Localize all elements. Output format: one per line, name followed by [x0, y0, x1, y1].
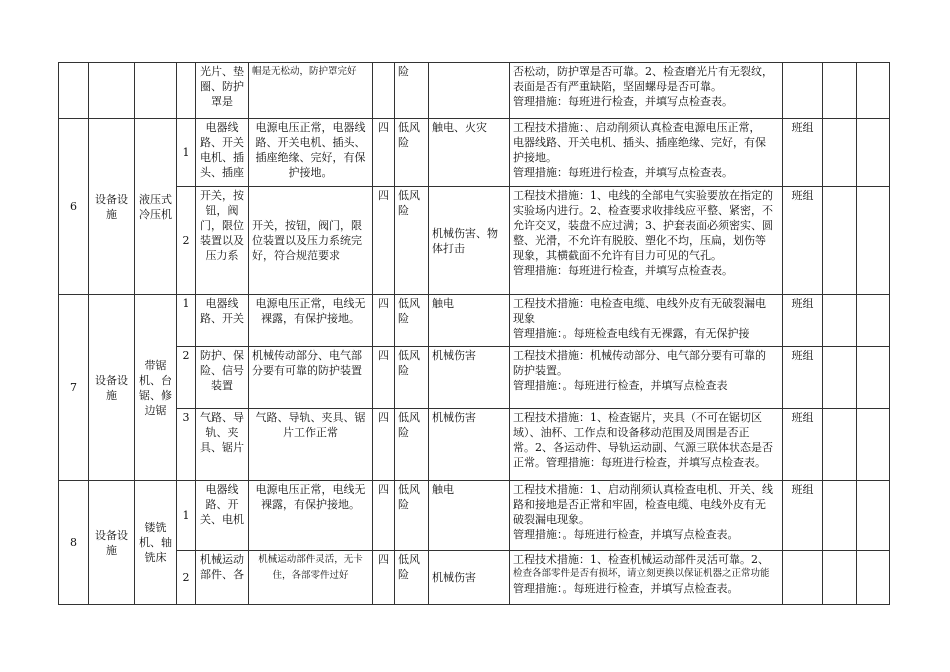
measures-cell	[510, 295, 783, 347]
accident-cell: 机械伤害	[429, 551, 510, 605]
extra-cell	[823, 295, 857, 347]
measures-cell	[510, 481, 783, 551]
dept-cell: 班组	[783, 295, 823, 347]
table-row	[59, 295, 890, 347]
extra-cell	[857, 551, 890, 605]
category-cell: 设备设施	[89, 481, 135, 605]
equipment-cell: 镂铣机、轴铣床	[135, 481, 177, 605]
measure-line: 表面是否有严重缺陷，坚固螺母是否可靠。	[513, 80, 722, 93]
level-cell: 四	[373, 551, 395, 605]
category-cell: 设备设施	[89, 295, 135, 481]
seq-cell: 2	[177, 347, 196, 409]
accident-cell: 机械伤害	[429, 347, 510, 409]
extra-cell	[823, 481, 857, 551]
risk-cell: 低风险	[395, 481, 429, 551]
accident-cell: 触电、火灾	[429, 119, 510, 187]
measure-line: 否松动，防护罩是否可靠。2、检查磨光片有无裂纹，	[513, 65, 773, 78]
table-row	[59, 409, 890, 481]
risk-cell: 险	[395, 63, 429, 119]
measure-line: 护接地。	[513, 151, 557, 164]
category-cell	[89, 63, 135, 119]
hazard-cell: 电器线路、开关电机、插头、插座	[196, 119, 249, 187]
measure-line: 管理措施：。每班进行检查，并填写点检查表。	[513, 528, 739, 541]
level-cell: 四	[373, 187, 395, 295]
table-row	[59, 187, 890, 295]
extra-cell	[857, 481, 890, 551]
accident-cell	[429, 63, 510, 119]
seq-cell: 3	[177, 409, 196, 481]
standard-cell: 机械传动部分、电气部分要有可靠的防护装置	[249, 347, 373, 409]
extra-cell	[823, 409, 857, 481]
measures-cell	[510, 187, 783, 295]
no-cell: 8	[59, 481, 89, 605]
measure-line: 工程技术措施：、启动削须认真检查电源电压正常，	[513, 121, 761, 134]
risk-cell: 低风险	[395, 347, 429, 409]
equipment-cell: 液压式冷压机	[135, 119, 177, 295]
standard-cell: 电源电压正常，电线无裸露，有保护接地。	[249, 295, 373, 347]
level-cell: 四	[373, 481, 395, 551]
measure-line: 管理措施：每班进行检查，并填写点检查表。	[513, 95, 733, 108]
level-cell: 四	[373, 409, 395, 481]
extra-cell	[857, 119, 890, 187]
risk-cell: 低风险	[395, 551, 429, 605]
measure-line: 管理措施：每班进行检查，并填写点检查表。	[513, 264, 733, 277]
measures-cell	[510, 63, 783, 119]
no-cell	[59, 63, 89, 119]
hazard-cell: 光片、垫圈、防护罩是	[196, 63, 249, 119]
measure-line: 域）、油杯、工作点和设备移动范围及周围是否正	[513, 426, 750, 439]
risk-control-table	[58, 62, 890, 605]
risk-cell: 低风险	[395, 409, 429, 481]
table-row	[59, 551, 890, 605]
table-row	[59, 481, 890, 551]
standard-cell: 开关，按钮，阀门，限位装置以及压力系统完好，符合规范要求	[249, 187, 373, 295]
level-cell: 四	[373, 119, 395, 187]
seq-cell: 2	[177, 551, 196, 605]
seq-cell: 1	[177, 119, 196, 187]
equipment-cell	[135, 63, 177, 119]
measure-line: 破裂漏电现象。	[513, 513, 590, 526]
measure-line: 电器线路、开关电机、插头、插座绝缘、完好，有保	[513, 136, 766, 149]
measure-line: 常。2、各运动件、导轨运动副、气源三联体状态是否	[513, 441, 773, 454]
measures-cell	[510, 409, 783, 481]
accident-cell: 触电	[429, 481, 510, 551]
measure-line: 管理措施：。每班检查电线有无裸露，有无保护接	[513, 327, 750, 340]
measure-line: 工程技术措施：1、检查机械运动部件灵活可靠。2、	[513, 553, 769, 566]
level-cell: 四	[373, 295, 395, 347]
extra-cell	[823, 347, 857, 409]
hazard-cell: 气路、导轨、夹具、锯片	[196, 409, 249, 481]
accident-cell: 触电	[429, 295, 510, 347]
no-cell: 6	[59, 119, 89, 295]
measure-line: 现象，其横截面不允许有目力可见的气孔。	[513, 249, 722, 262]
table-row	[59, 347, 890, 409]
accident-cell: 机械伤害	[429, 409, 510, 481]
hazard-cell: 电器线路、开关、电机	[196, 481, 249, 551]
hazard-cell: 机械运动部件、各	[196, 551, 249, 605]
standard-cell: 气路、导轨、夹具、锯片工作正常	[249, 409, 373, 481]
extra-cell	[857, 295, 890, 347]
risk-cell: 低风险	[395, 295, 429, 347]
no-cell: 7	[59, 295, 89, 481]
extra-cell	[857, 347, 890, 409]
standard-cell: 电源电压正常，电器线路、开关电机、插头、插座绝缘、完好，有保护接地。	[249, 119, 373, 187]
extra-cell	[857, 409, 890, 481]
dept-cell: 班组	[783, 347, 823, 409]
seq-cell: 1	[177, 481, 196, 551]
risk-cell: 低风险	[395, 119, 429, 187]
risk-cell: 低风险	[395, 187, 429, 295]
dept-cell: 班组	[783, 409, 823, 481]
dept-cell: 班组	[783, 481, 823, 551]
equipment-cell: 带锯机、台锯、修边锯	[135, 295, 177, 481]
level-cell: 四	[373, 347, 395, 409]
measure-line: 管理措施：。每班进行检查，并填写点检查表	[513, 379, 728, 392]
hazard-cell: 防护、保险、信号装置	[196, 347, 249, 409]
measure-line: 工程技术措施：机械传动部分、电气部分要有可靠的	[513, 349, 766, 362]
seq-cell	[177, 63, 196, 119]
measures-cell	[510, 551, 783, 605]
dept-cell	[783, 63, 823, 119]
measure-line: 防护装置。	[513, 364, 568, 377]
extra-cell	[823, 551, 857, 605]
standard-cell: 机械运动部件灵活，无卡住，各部零件过好	[249, 551, 373, 605]
extra-cell	[857, 187, 890, 295]
dept-cell: 班组	[783, 187, 823, 295]
seq-cell: 2	[177, 187, 196, 295]
dept-cell	[783, 551, 823, 605]
measure-line: 管理措施：每班进行检查，并填写点检查表。	[513, 166, 733, 179]
measure-line: 允许交叉，装盘不应过满；3、护套表面必须密实、圆	[513, 219, 773, 232]
measure-line: 路和接地是否正常和牢固，检查电缆、电线外皮有无	[513, 498, 766, 511]
measure-line: 整、光滑，不允许有脱胶、塑化不均，压扁，划伤等	[513, 234, 766, 247]
measure-line: 正常。管理措施：每班进行检查，并填写点检查表。	[513, 456, 766, 469]
standard-cell: 帽是无松动，防护罩完好	[249, 63, 373, 119]
measures-cell	[510, 347, 783, 409]
extra-cell	[823, 119, 857, 187]
measure-line: 管理措施：。每班进行检查，并填写点检查表。	[513, 582, 739, 595]
measures-cell	[510, 119, 783, 187]
extra-cell	[823, 187, 857, 295]
measure-line: 实验场内进行。2、检查要求收排线应平整、紧密，不	[513, 204, 773, 217]
category-cell: 设备设施	[89, 119, 135, 295]
measure-line: 工程技术措施：1、检查锯片，夹具（不可在锯切区	[513, 411, 762, 424]
dept-cell: 班组	[783, 119, 823, 187]
accident-cell: 机械伤害、物体打击	[429, 187, 510, 295]
measure-line: 检查各部零件是否有损坏，请立刻更换以保证机器之正常功能	[513, 568, 770, 579]
hazard-cell: 电器线路、开关	[196, 295, 249, 347]
table-row	[59, 63, 890, 119]
extra-cell	[857, 63, 890, 119]
standard-cell: 电源电压正常，电线无裸露，有保护接地。	[249, 481, 373, 551]
table-row	[59, 119, 890, 187]
hazard-cell: 开关，按钮，阀门，限位装置以及压力系	[196, 187, 249, 295]
measure-line: 现象	[513, 312, 535, 325]
measure-line: 工程技术措施：1、启动削须认真检查电机、开关、线	[513, 483, 773, 496]
measure-line: 工程技术措施：1、电线的全部电气实验要放在指定的	[513, 189, 773, 202]
extra-cell	[823, 63, 857, 119]
level-cell	[373, 63, 395, 119]
seq-cell: 1	[177, 295, 196, 347]
measure-line: 工程技术措施：电检查电缆、电线外皮有无破裂漏电	[513, 297, 766, 310]
